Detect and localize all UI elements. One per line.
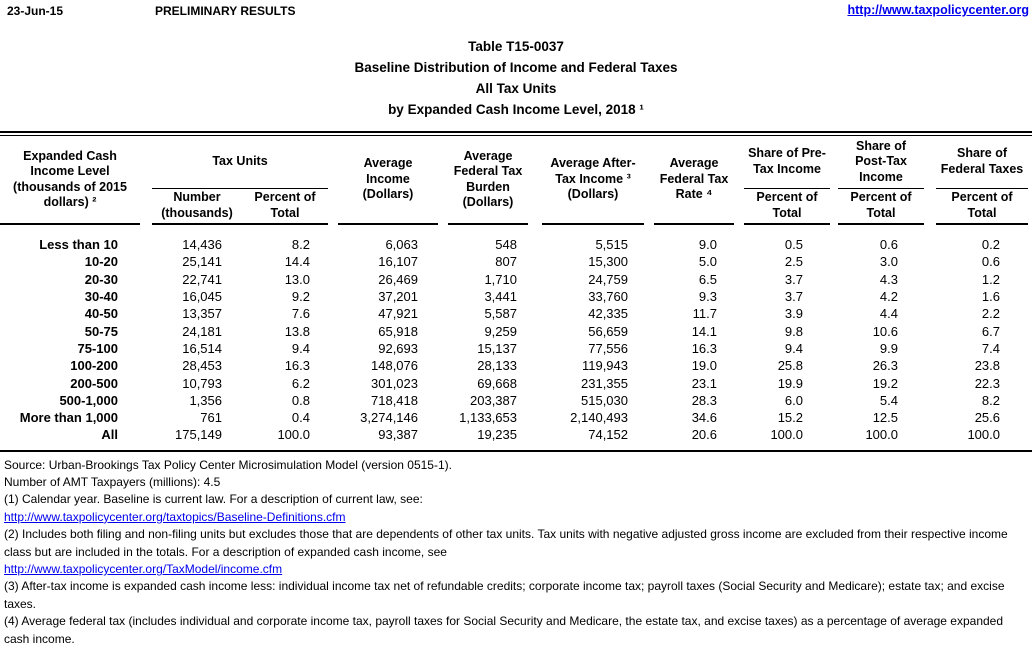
cell-value: 34.6 bbox=[691, 410, 717, 426]
col-header-avg-federal-tax-burden: Average Federal Tax Burden (Dollars) bbox=[448, 136, 528, 224]
cell-gap bbox=[644, 305, 654, 322]
income-definition-link[interactable]: http://www.taxpolicycenter.org/TaxModel/income.cfm bbox=[4, 562, 283, 576]
cell-gap bbox=[830, 236, 838, 253]
cell-value: 14,436 bbox=[182, 237, 222, 253]
cell-gap bbox=[644, 322, 654, 339]
cell-gap bbox=[140, 236, 152, 253]
col-header-percent-of-total: Percent of Total bbox=[838, 188, 924, 224]
col-header-percent-of-total: Percent of Total bbox=[744, 188, 830, 224]
cell-gap bbox=[140, 357, 152, 374]
cell-value: 9.4 bbox=[291, 340, 310, 356]
row-label: All bbox=[101, 427, 118, 443]
table-row bbox=[0, 236, 1032, 253]
cell-value: 0.5 bbox=[784, 237, 803, 253]
cell-gap bbox=[140, 392, 152, 409]
cell-gap bbox=[734, 288, 744, 305]
cell-value: 9,259 bbox=[484, 323, 517, 339]
footnote-3: (3) After-tax income is expanded cash income less: individual income tax net of refundable credits; corporate income tax; payroll taxes (Social Security and Medicare); estate tax; and excise taxes. bbox=[4, 579, 1005, 611]
cell-gap bbox=[140, 426, 152, 443]
cell-value: 175,149 bbox=[175, 427, 222, 443]
table-row bbox=[0, 374, 1032, 391]
row-label: 30-40 bbox=[84, 289, 118, 305]
cell-value: 5.0 bbox=[698, 254, 717, 270]
cell-gap bbox=[1028, 374, 1032, 391]
table-title-block bbox=[0, 36, 1032, 120]
cell-gap bbox=[734, 340, 744, 357]
cell-value: 6.7 bbox=[981, 323, 1000, 339]
row-label: 75-100 bbox=[77, 340, 118, 356]
cell-value: 33,760 bbox=[588, 289, 628, 305]
cell-gap bbox=[1028, 305, 1032, 322]
cell-value: 231,355 bbox=[581, 375, 628, 391]
cell-gap bbox=[528, 392, 542, 409]
income-distribution-table bbox=[0, 136, 1032, 444]
cell-gap bbox=[328, 322, 338, 339]
cell-value: 9.9 bbox=[879, 340, 898, 356]
cell-gap bbox=[734, 392, 744, 409]
cell-gap bbox=[140, 322, 152, 339]
cell-gap bbox=[924, 253, 936, 270]
cell-value: 5,515 bbox=[595, 237, 628, 253]
col-group-tax-units: Tax Units bbox=[152, 136, 328, 188]
cell-value: 2.2 bbox=[981, 306, 1000, 322]
cell-value: 0.2 bbox=[981, 237, 1000, 253]
cell-value: 14.4 bbox=[284, 254, 310, 270]
cell-gap bbox=[924, 236, 936, 253]
cell-gap bbox=[924, 340, 936, 357]
table-row bbox=[0, 409, 1032, 426]
cell-value: 203,387 bbox=[470, 392, 517, 408]
cell-gap bbox=[1028, 271, 1032, 288]
cell-gap bbox=[734, 253, 744, 270]
cell-gap bbox=[438, 340, 448, 357]
cell-gap bbox=[438, 253, 448, 270]
header-gap bbox=[328, 136, 338, 224]
preliminary-results-label: PRELIMINARY RESULTS bbox=[155, 4, 296, 18]
cell-value: 119,943 bbox=[581, 358, 628, 374]
cell-value: 5,587 bbox=[484, 306, 517, 322]
cell-value: 15,137 bbox=[477, 340, 517, 356]
cell-gap bbox=[528, 322, 542, 339]
table-row bbox=[0, 357, 1032, 374]
cell-value: 19.0 bbox=[691, 358, 717, 374]
cell-gap bbox=[830, 288, 838, 305]
col-header-percent-of-total: Percent of Total bbox=[936, 188, 1028, 224]
table-row bbox=[0, 288, 1032, 305]
cell-value: 301,023 bbox=[371, 375, 418, 391]
cell-gap bbox=[734, 305, 744, 322]
cell-value: 24,181 bbox=[182, 323, 222, 339]
cell-gap bbox=[328, 305, 338, 322]
cell-gap bbox=[734, 236, 744, 253]
cell-gap bbox=[830, 357, 838, 374]
cell-gap bbox=[734, 374, 744, 391]
cell-value: 15.2 bbox=[777, 410, 803, 426]
cell-gap bbox=[734, 271, 744, 288]
cell-gap bbox=[438, 322, 448, 339]
cell-gap bbox=[924, 271, 936, 288]
cell-gap bbox=[328, 357, 338, 374]
cell-gap bbox=[830, 392, 838, 409]
table-row bbox=[0, 253, 1032, 270]
cell-gap bbox=[924, 288, 936, 305]
cell-gap bbox=[830, 374, 838, 391]
footnote-4: (4) Average federal tax (includes individual and corporate income tax, payroll taxes for Social Security and Medicare, the estate tax, and excise taxes) as a percentage of average expanded cash income. bbox=[4, 614, 1004, 646]
col-header-share-post-tax-income: Share of Post-Tax Income bbox=[838, 136, 924, 188]
cell-value: 0.4 bbox=[291, 410, 310, 426]
row-label: More than 1,000 bbox=[19, 410, 118, 426]
cell-value: 8.2 bbox=[981, 392, 1000, 408]
cell-gap bbox=[644, 392, 654, 409]
header-gap bbox=[830, 136, 838, 224]
table-header bbox=[0, 136, 1032, 224]
col-header-avg-federal-tax-rate: Average Federal Tax Rate ⁴ bbox=[654, 136, 734, 224]
bottom-rule bbox=[0, 450, 1032, 452]
cell-value: 13,357 bbox=[182, 306, 222, 322]
cell-value: 16,514 bbox=[182, 340, 222, 356]
cell-value: 28,133 bbox=[477, 358, 517, 374]
cell-value: 77,556 bbox=[588, 340, 628, 356]
cell-gap bbox=[644, 374, 654, 391]
cell-value: 69,668 bbox=[477, 375, 517, 391]
cell-value: 1,133,653 bbox=[459, 410, 517, 426]
cell-gap bbox=[644, 409, 654, 426]
cell-value: 100.0 bbox=[967, 427, 1000, 443]
cell-gap bbox=[140, 374, 152, 391]
cell-value: 93,387 bbox=[378, 427, 418, 443]
cell-value: 19.2 bbox=[872, 375, 898, 391]
cell-value: 14.1 bbox=[691, 323, 717, 339]
cell-value: 807 bbox=[495, 254, 517, 270]
cell-value: 16.3 bbox=[691, 340, 717, 356]
cell-gap bbox=[438, 374, 448, 391]
table-number-title: Table T15-0037 bbox=[468, 39, 564, 54]
header-gap bbox=[438, 136, 448, 224]
cell-value: 4.3 bbox=[879, 271, 898, 287]
cell-gap bbox=[438, 236, 448, 253]
cell-gap bbox=[528, 271, 542, 288]
cell-value: 3,441 bbox=[484, 289, 517, 305]
table-subtitle-1: Baseline Distribution of Income and Federal Taxes bbox=[354, 60, 678, 75]
cell-value: 10.6 bbox=[872, 323, 898, 339]
cell-gap bbox=[438, 409, 448, 426]
row-label: 10-20 bbox=[84, 254, 118, 270]
cell-value: 12.5 bbox=[872, 410, 898, 426]
cell-value: 4.2 bbox=[879, 289, 898, 305]
cell-value: 16.3 bbox=[284, 358, 310, 374]
cell-value: 1.6 bbox=[981, 289, 1000, 305]
cell-gap bbox=[438, 357, 448, 374]
col-header-income-level: Expanded Cash Income Level (thousands of 2015 dollars) ² bbox=[0, 136, 140, 224]
cell-value: 718,418 bbox=[371, 392, 418, 408]
cell-value: 100.0 bbox=[865, 427, 898, 443]
table-row bbox=[0, 426, 1032, 443]
cell-gap bbox=[328, 392, 338, 409]
cell-value: 28,453 bbox=[182, 358, 222, 374]
col-header-share-federal-taxes: Share of Federal Taxes bbox=[936, 136, 1028, 188]
col-header-avg-after-tax-income: Average After-Tax Income ³ (Dollars) bbox=[542, 136, 644, 224]
cell-gap bbox=[328, 288, 338, 305]
cell-value: 11.7 bbox=[692, 306, 717, 322]
cell-gap bbox=[528, 236, 542, 253]
cell-value: 28.3 bbox=[691, 392, 717, 408]
cell-gap bbox=[438, 271, 448, 288]
cell-value: 2,140,493 bbox=[570, 410, 628, 426]
cell-value: 15,300 bbox=[588, 254, 628, 270]
cell-value: 74,152 bbox=[588, 427, 628, 443]
cell-value: 65,918 bbox=[378, 323, 418, 339]
cell-gap bbox=[528, 409, 542, 426]
cell-gap bbox=[528, 357, 542, 374]
cell-value: 16,107 bbox=[378, 254, 418, 270]
cell-gap bbox=[140, 409, 152, 426]
cell-value: 3.9 bbox=[784, 306, 803, 322]
cell-gap bbox=[734, 426, 744, 443]
footnote-2: (2) Includes both filing and non-filing units but excludes those that are dependents of other tax units. Tax units with negative adjusted gross income are excluded from their respective income class but are included in the totals. For a description of expanded cash income, see bbox=[4, 527, 1008, 559]
cell-gap bbox=[1028, 288, 1032, 305]
cell-value: 6.0 bbox=[784, 392, 803, 408]
cell-gap bbox=[438, 305, 448, 322]
cell-value: 7.4 bbox=[981, 340, 1000, 356]
cell-value: 25.6 bbox=[974, 410, 1000, 426]
cell-gap bbox=[830, 409, 838, 426]
top-bar bbox=[0, 0, 1032, 20]
cell-value: 13.0 bbox=[284, 271, 310, 287]
cell-value: 6,063 bbox=[385, 237, 418, 253]
cell-gap bbox=[644, 271, 654, 288]
cell-value: 5.4 bbox=[879, 392, 898, 408]
cell-value: 4.4 bbox=[879, 306, 898, 322]
cell-value: 9.2 bbox=[291, 289, 310, 305]
cell-gap bbox=[328, 236, 338, 253]
cell-gap bbox=[644, 253, 654, 270]
footnote-2-link-line bbox=[4, 561, 1028, 578]
cell-value: 3,274,146 bbox=[360, 410, 418, 426]
cell-gap bbox=[830, 253, 838, 270]
footnote-1: (1) Calendar year. Baseline is current law. For a description of current law, see: bbox=[4, 492, 423, 507]
table-body bbox=[0, 224, 1032, 444]
spacer-row bbox=[0, 224, 1032, 236]
cell-gap bbox=[644, 426, 654, 443]
cell-value: 7.6 bbox=[291, 306, 310, 322]
cell-gap bbox=[734, 322, 744, 339]
cell-value: 3.7 bbox=[784, 289, 803, 305]
cell-gap bbox=[528, 253, 542, 270]
cell-gap bbox=[644, 340, 654, 357]
cell-gap bbox=[924, 392, 936, 409]
cell-value: 47,921 bbox=[378, 306, 418, 322]
row-label: 20-30 bbox=[84, 271, 118, 287]
cell-gap bbox=[830, 305, 838, 322]
cell-value: 3.0 bbox=[879, 254, 898, 270]
cell-gap bbox=[644, 236, 654, 253]
cell-value: 761 bbox=[200, 410, 222, 426]
cell-gap bbox=[1028, 253, 1032, 270]
header-gap bbox=[924, 136, 936, 224]
cell-gap bbox=[734, 409, 744, 426]
cell-gap bbox=[328, 409, 338, 426]
row-label: 100-200 bbox=[70, 358, 118, 374]
cell-gap bbox=[438, 392, 448, 409]
cell-gap bbox=[734, 357, 744, 374]
header-gap bbox=[734, 136, 744, 224]
table-subtitle-2: All Tax Units bbox=[475, 81, 557, 96]
cell-value: 13.8 bbox=[284, 323, 310, 339]
cell-gap bbox=[644, 357, 654, 374]
cell-gap bbox=[328, 374, 338, 391]
cell-value: 8.2 bbox=[291, 237, 310, 253]
cell-value: 548 bbox=[495, 237, 517, 253]
cell-gap bbox=[830, 426, 838, 443]
cell-value: 3.7 bbox=[784, 271, 803, 287]
baseline-definitions-link[interactable]: http://www.taxpolicycenter.org/taxtopics/Baseline-Definitions.cfm bbox=[4, 509, 346, 524]
header-gap bbox=[140, 136, 152, 224]
cell-gap bbox=[140, 288, 152, 305]
cell-value: 25,141 bbox=[182, 254, 222, 270]
cell-value: 22.3 bbox=[974, 375, 1000, 391]
cell-gap bbox=[528, 340, 542, 357]
table-subtitle-3: by Expanded Cash Income Level, 2018 ¹ bbox=[388, 102, 644, 117]
cell-gap bbox=[328, 253, 338, 270]
cell-value: 515,030 bbox=[581, 392, 628, 408]
cell-gap bbox=[140, 253, 152, 270]
table-row bbox=[0, 392, 1032, 409]
col-header-number-thousands: Number (thousands) bbox=[152, 188, 242, 224]
cell-gap bbox=[924, 322, 936, 339]
cell-gap bbox=[438, 288, 448, 305]
cell-value: 1.2 bbox=[981, 271, 1000, 287]
cell-gap bbox=[924, 305, 936, 322]
col-header-average-income: Average Income (Dollars) bbox=[338, 136, 438, 224]
cell-value: 20.6 bbox=[691, 427, 717, 443]
cell-value: 23.8 bbox=[974, 358, 1000, 374]
cell-gap bbox=[528, 288, 542, 305]
cell-gap bbox=[924, 409, 936, 426]
cell-value: 37,201 bbox=[378, 289, 418, 305]
cell-value: 6.5 bbox=[698, 271, 717, 287]
cell-value: 100.0 bbox=[277, 427, 310, 443]
cell-value: 0.6 bbox=[879, 237, 898, 253]
cell-value: 16,045 bbox=[182, 289, 222, 305]
table-row bbox=[0, 340, 1032, 357]
cell-value: 10,793 bbox=[182, 375, 222, 391]
report-date: 23-Jun-15 bbox=[7, 4, 64, 18]
cell-gap bbox=[1028, 322, 1032, 339]
cell-gap bbox=[830, 340, 838, 357]
header-gap bbox=[644, 136, 654, 224]
cell-value: 1,356 bbox=[189, 392, 222, 408]
cell-value: 92,693 bbox=[378, 340, 418, 356]
footnote-1-link-line bbox=[4, 509, 1028, 526]
table-row bbox=[0, 271, 1032, 288]
cell-gap bbox=[528, 426, 542, 443]
cell-value: 22,741 bbox=[182, 271, 222, 287]
row-label: 50-75 bbox=[84, 323, 118, 339]
table-row bbox=[0, 305, 1032, 322]
source-note: Source: Urban-Brookings Tax Policy Center Microsimulation Model (version 0515-1). bbox=[4, 457, 452, 472]
cell-gap bbox=[1028, 236, 1032, 253]
cell-value: 19.9 bbox=[777, 375, 803, 391]
row-label: Less than 10 bbox=[39, 237, 118, 253]
cell-value: 42,335 bbox=[588, 306, 628, 322]
cell-value: 19,235 bbox=[477, 427, 517, 443]
cell-gap bbox=[1028, 340, 1032, 357]
cell-gap bbox=[924, 357, 936, 374]
cell-gap bbox=[140, 271, 152, 288]
cell-value: 9.0 bbox=[698, 237, 717, 253]
cell-gap bbox=[1028, 357, 1032, 374]
amt-note: Number of AMT Taxpayers (millions): 4.5 bbox=[4, 474, 221, 489]
cell-value: 0.8 bbox=[291, 392, 310, 408]
cell-value: 6.2 bbox=[291, 375, 310, 391]
cell-gap bbox=[328, 426, 338, 443]
col-header-percent-of-total: Percent of Total bbox=[242, 188, 328, 224]
cell-gap bbox=[438, 426, 448, 443]
cell-value: 1,710 bbox=[484, 271, 517, 287]
cell-value: 26,469 bbox=[378, 271, 418, 287]
cell-value: 0.6 bbox=[981, 254, 1000, 270]
col-header-share-pre-tax-income: Share of Pre-Tax Income bbox=[744, 136, 830, 188]
cell-gap bbox=[924, 426, 936, 443]
row-label: 500-1,000 bbox=[59, 392, 118, 408]
cell-gap bbox=[140, 305, 152, 322]
cell-value: 9.3 bbox=[698, 289, 717, 305]
header-gap bbox=[1028, 136, 1032, 224]
cell-value: 9.8 bbox=[784, 323, 803, 339]
cell-gap bbox=[528, 305, 542, 322]
cell-gap bbox=[830, 271, 838, 288]
cell-value: 9.4 bbox=[784, 340, 803, 356]
cell-gap bbox=[1028, 426, 1032, 443]
cell-value: 26.3 bbox=[872, 358, 898, 374]
cell-value: 25.8 bbox=[777, 358, 803, 374]
cell-gap bbox=[1028, 392, 1032, 409]
cell-gap bbox=[830, 322, 838, 339]
row-label: 40-50 bbox=[84, 306, 118, 322]
cell-value: 23.1 bbox=[691, 375, 717, 391]
taxpolicycenter-link[interactable]: http://www.taxpolicycenter.org bbox=[847, 3, 1029, 17]
cell-value: 100.0 bbox=[770, 427, 803, 443]
cell-gap bbox=[1028, 409, 1032, 426]
cell-gap bbox=[528, 374, 542, 391]
table-row bbox=[0, 322, 1032, 339]
cell-gap bbox=[140, 340, 152, 357]
cell-value: 56,659 bbox=[588, 323, 628, 339]
cell-gap bbox=[924, 374, 936, 391]
cell-value: 24,759 bbox=[588, 271, 628, 287]
footnotes bbox=[0, 457, 1032, 648]
cell-gap bbox=[328, 271, 338, 288]
cell-value: 148,076 bbox=[371, 358, 418, 374]
cell-gap bbox=[328, 340, 338, 357]
cell-value: 2.5 bbox=[784, 254, 803, 270]
row-label: 200-500 bbox=[70, 375, 118, 391]
header-gap bbox=[528, 136, 542, 224]
cell-gap bbox=[644, 288, 654, 305]
